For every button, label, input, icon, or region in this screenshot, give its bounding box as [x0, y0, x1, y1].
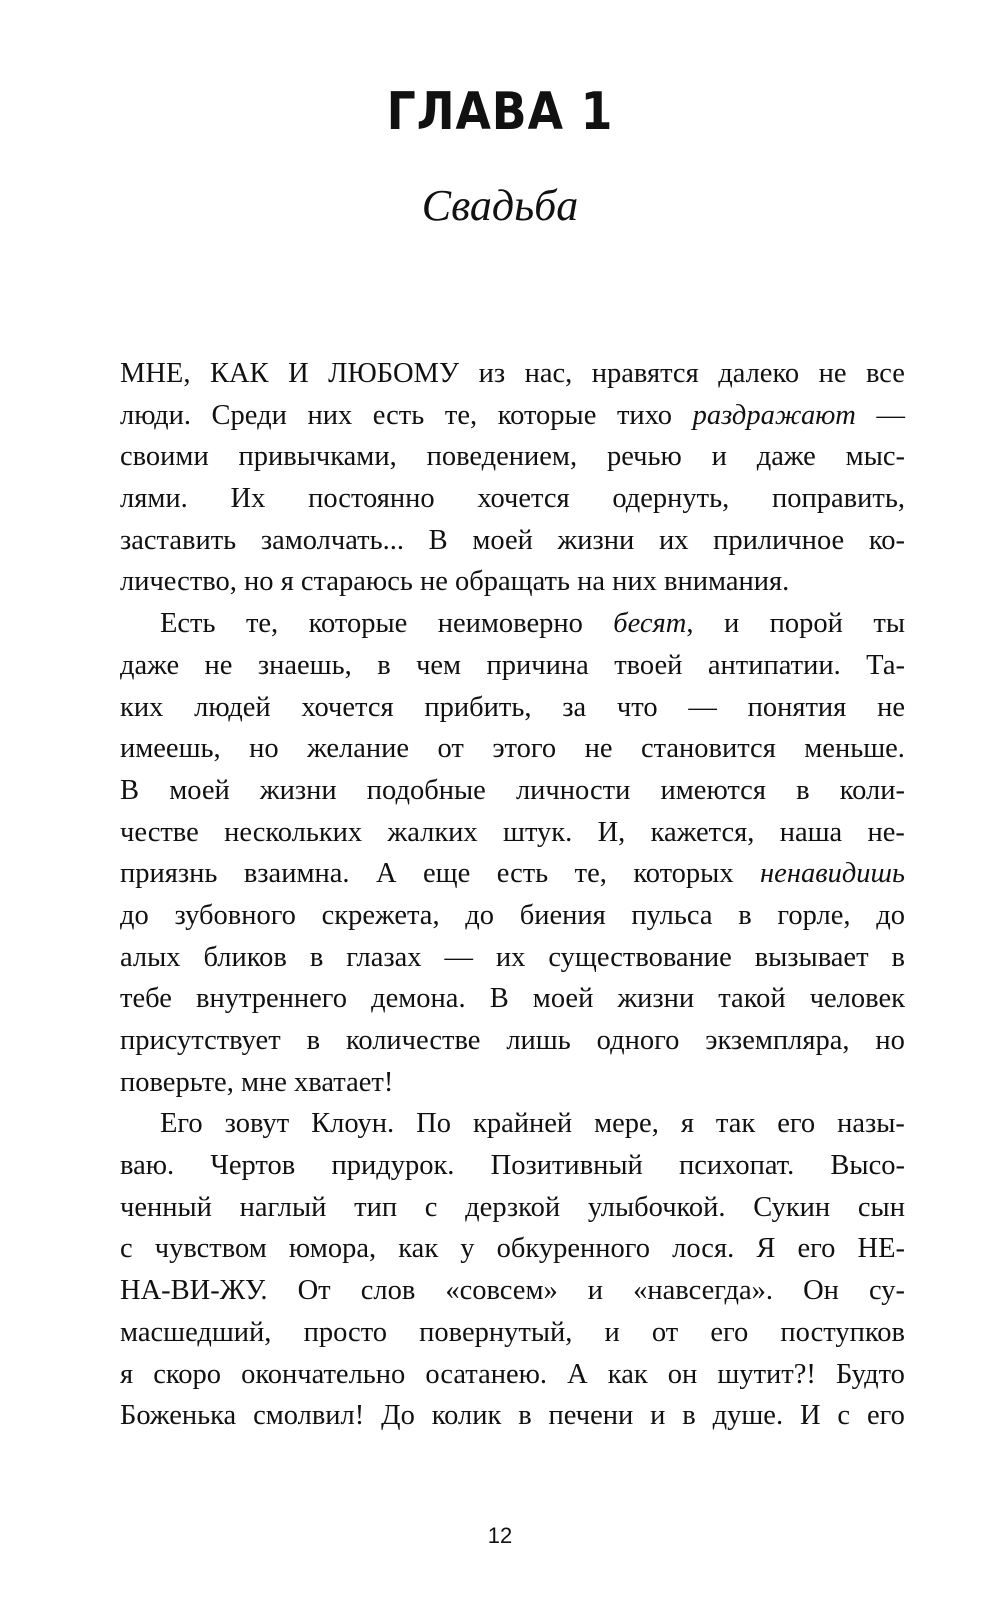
paragraph	[120, 353, 905, 603]
text-line: Боженька смолвил! До колик в печени и в душе. И с его	[120, 1400, 905, 1432]
text-line: ких людей хочется прибить, за что — понятия не	[120, 691, 905, 723]
chapter-subtitle: Свадьба	[421, 181, 579, 230]
text-line: лями. Их постоянно хочется одернуть, поправить,	[120, 483, 905, 515]
text-line: даже не знаешь, в чем причина твоей антипатии. Та-	[120, 649, 905, 681]
text-line: честве нескольких жалких штук. И, кажется, наша не-	[120, 816, 905, 848]
text-line: своими привычками, поведением, речью и даже мыс-	[120, 441, 905, 473]
text-line: личество, но я стараюсь не обращать на них внимания.	[120, 566, 790, 598]
text-line: тебе внутреннего демона. В моей жизни такой человек	[120, 983, 905, 1015]
text-line: Есть те, которые неимоверно бесят, и порой ты	[160, 608, 905, 640]
body-text	[120, 353, 905, 1437]
text-line: ваю. Чертов придурок. Позитивный психопат. Высо-	[120, 1150, 905, 1182]
paragraph	[120, 1103, 905, 1437]
text-line: заставить замолчать... В моей жизни их приличное ко-	[120, 524, 905, 556]
text-line: имеешь, но желание от этого не становится меньше.	[120, 733, 905, 765]
page-number: 12	[487, 1523, 513, 1548]
text-line: НА-ВИ-ЖУ. От слов «совсем» и «навсегда». Он су-	[120, 1275, 905, 1307]
text-line: поверьте, мне хватает!	[120, 1066, 394, 1098]
text-line: ченный наглый тип с дерзкой улыбочкой. Сукин сын	[120, 1191, 905, 1223]
chapter-title: ГЛАВА 1	[386, 82, 614, 142]
text-line: с чувством юмора, как у обкуренного лося. Я его НЕ-	[120, 1233, 905, 1265]
text-line: Его зовут Клоун. По крайней мере, я так его назы-	[160, 1108, 905, 1140]
text-line: В моей жизни подобные личности имеются в коли-	[120, 774, 905, 806]
text-line: люди. Среди них есть те, которые тихо раздражают —	[120, 399, 905, 431]
text-line: МНЕ, КАК И ЛЮБОМУ из нас, нравятся далеко не все	[120, 358, 905, 389]
text-line: присутствует в количестве лишь одного экземпляра, но	[120, 1025, 905, 1056]
text-line: приязнь взаимна. А еще есть те, которых ненавидишь	[120, 858, 905, 890]
text-line: я скоро окончательно осатанею. А как он шутит?! Будто	[120, 1358, 905, 1390]
text-line: до зубовного скрежета, до биения пульса в горле, до	[120, 899, 905, 931]
text-line: алых бликов в глазах — их существование вызывает в	[120, 941, 905, 973]
paragraph	[120, 603, 905, 1103]
text-line: масшедший, просто повернутый, и от его поступков	[120, 1316, 905, 1348]
